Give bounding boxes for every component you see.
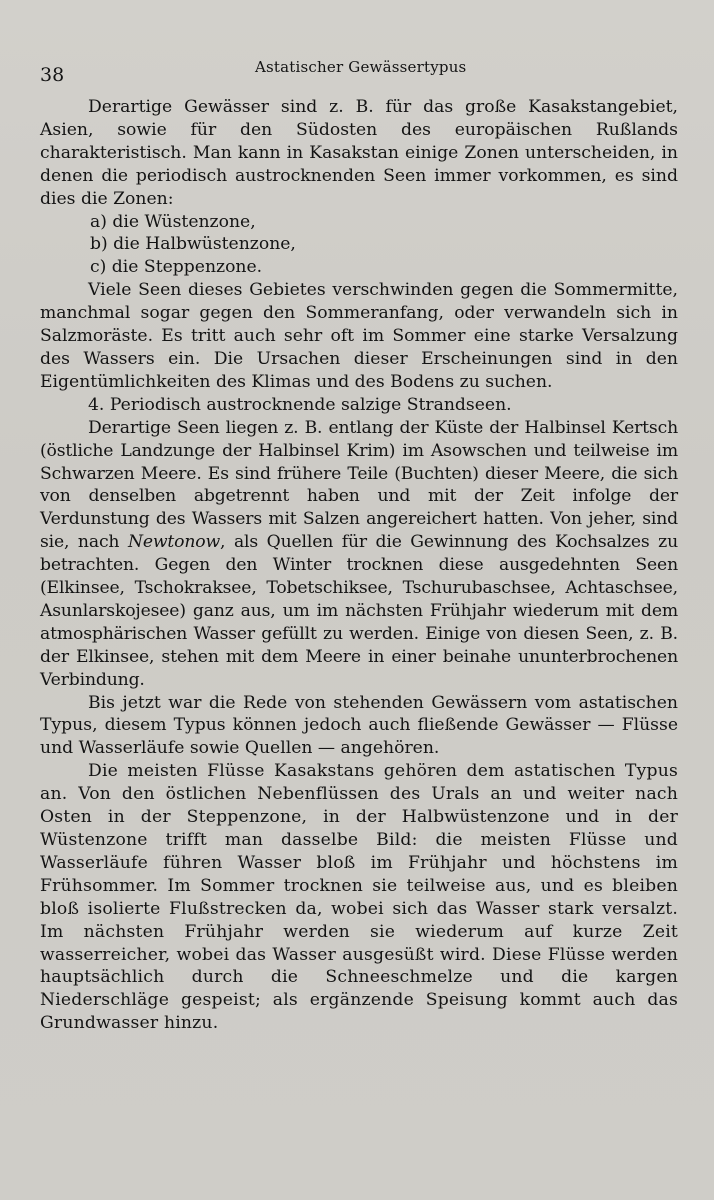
- running-head-title: Astatischer Gewässertypus: [255, 58, 467, 76]
- running-head: [40, 56, 680, 86]
- author-name-newtonow: Newtonow: [127, 532, 221, 553]
- section-heading-strandseen: 4. Periodisch austrocknende salzige Strandseen.: [88, 394, 512, 415]
- page-number: 38: [40, 64, 65, 86]
- paragraph-fliessende-gewaesser: Bis jetzt war die Rede von stehenden Gewässern vom astatischen Typus, diesem Typus können jedoch auch fließende Gewässer — Flüsse und Wasserläufe sowie Quellen — angehören.: [40, 692, 678, 759]
- paragraph-seen-verschwinden: Viele Seen dieses Gebietes verschwinden gegen die Sommermitte, manchmal sogar gegen den Sommeranfang, oder verwandeln sich in Salzmoräste. Es tritt auch sehr oft im Sommer eine starke Versalzung des Wassers ein. Die Ursachen dieser Erscheinungen sind in den Eigentümlichkeiten des Klimas und des Bodens zu suchen.: [40, 280, 678, 392]
- paragraph-strandseen: [40, 417, 678, 692]
- list-item-halbwuestenzone: b) die Halbwüstenzone,: [90, 234, 296, 255]
- paragraph-kasakstan-zones: Derartige Gewässer sind z. B. für das große Kasakstangebiet, Asien, sowie für den Südosten des europäischen Rußlands charakteristisch. Man kann in Kasakstan einige Zonen unterscheiden, in denen die periodisch austrocknenden Seen immer vorkommen, es sind dies die Zonen:: [40, 97, 678, 209]
- paragraph-strandseen-text-end: , als Quellen für die Gewinnung des Kochsalzes zu betrachten. Gegen den Winter trocknen diese ausgedehnten Seen (Elkinsee, Tschokraksee, Tobetschiksee, Tschurubaschsee, Achtaschsee, Asunlarskojesee) ganz aus, um im nächsten Frühjahr wiederum mit dem atmosphärischen Wasser gefüllt zu werden. Einige von diesen Seen, z. B. der Elkinsee, stehen mit dem Meere in einer beinahe ununterbrochenen Verbindung.: [40, 532, 678, 690]
- paragraph-fluesse-kasakstans: Die meisten Flüsse Kasakstans gehören dem astatischen Typus an. Von den östlichen Nebenflüssen des Urals an und weiter nach Osten in der Steppenzone, in der Halbwüstenzone und in der Wüstenzone trifft man dasselbe Bild: die meisten Flüsse und Wasserläufe führen Wasser bloß im Frühjahr und höchstens im Frühsommer. Im Sommer trocknen sie teilweise aus, und es bleiben bloß isolierte Flußstrecken da, wobei sich das Wasser stark versalzt. Im nächsten Frühjahr werden sie wiederum auf kurze Zeit wasserreicher, wobei das Wasser ausgesüßt wird. Diese Flüsse werden hauptsächlich durch die Schneeschmelze und die kargen Niederschläge gespeist; als ergänzende Speisung kommt auch das Grundwasser hinzu.: [40, 761, 678, 1034]
- list-item-wuestenzone: a) die Wüstenzone,: [90, 211, 256, 232]
- paragraph-strandseen-text-start: Derartige Seen liegen z. B. entlang der Küste der Halbinsel Kertsch (östliche Landzunge der Halbinsel Krim) im Asowschen und teilweise im Schwarzen Meere. Es sind frühere Teile (Buchten) dieser Meere, die sich von denselben abgetrennt haben und mit der Zeit infolge der Verdunstung des Wassers mit Salzen angereichert hatten. Von jeher, sind sie, nach: [40, 417, 678, 553]
- list-item-steppenzone: c) die Steppenzone.: [90, 257, 263, 278]
- body-text: [40, 96, 678, 1035]
